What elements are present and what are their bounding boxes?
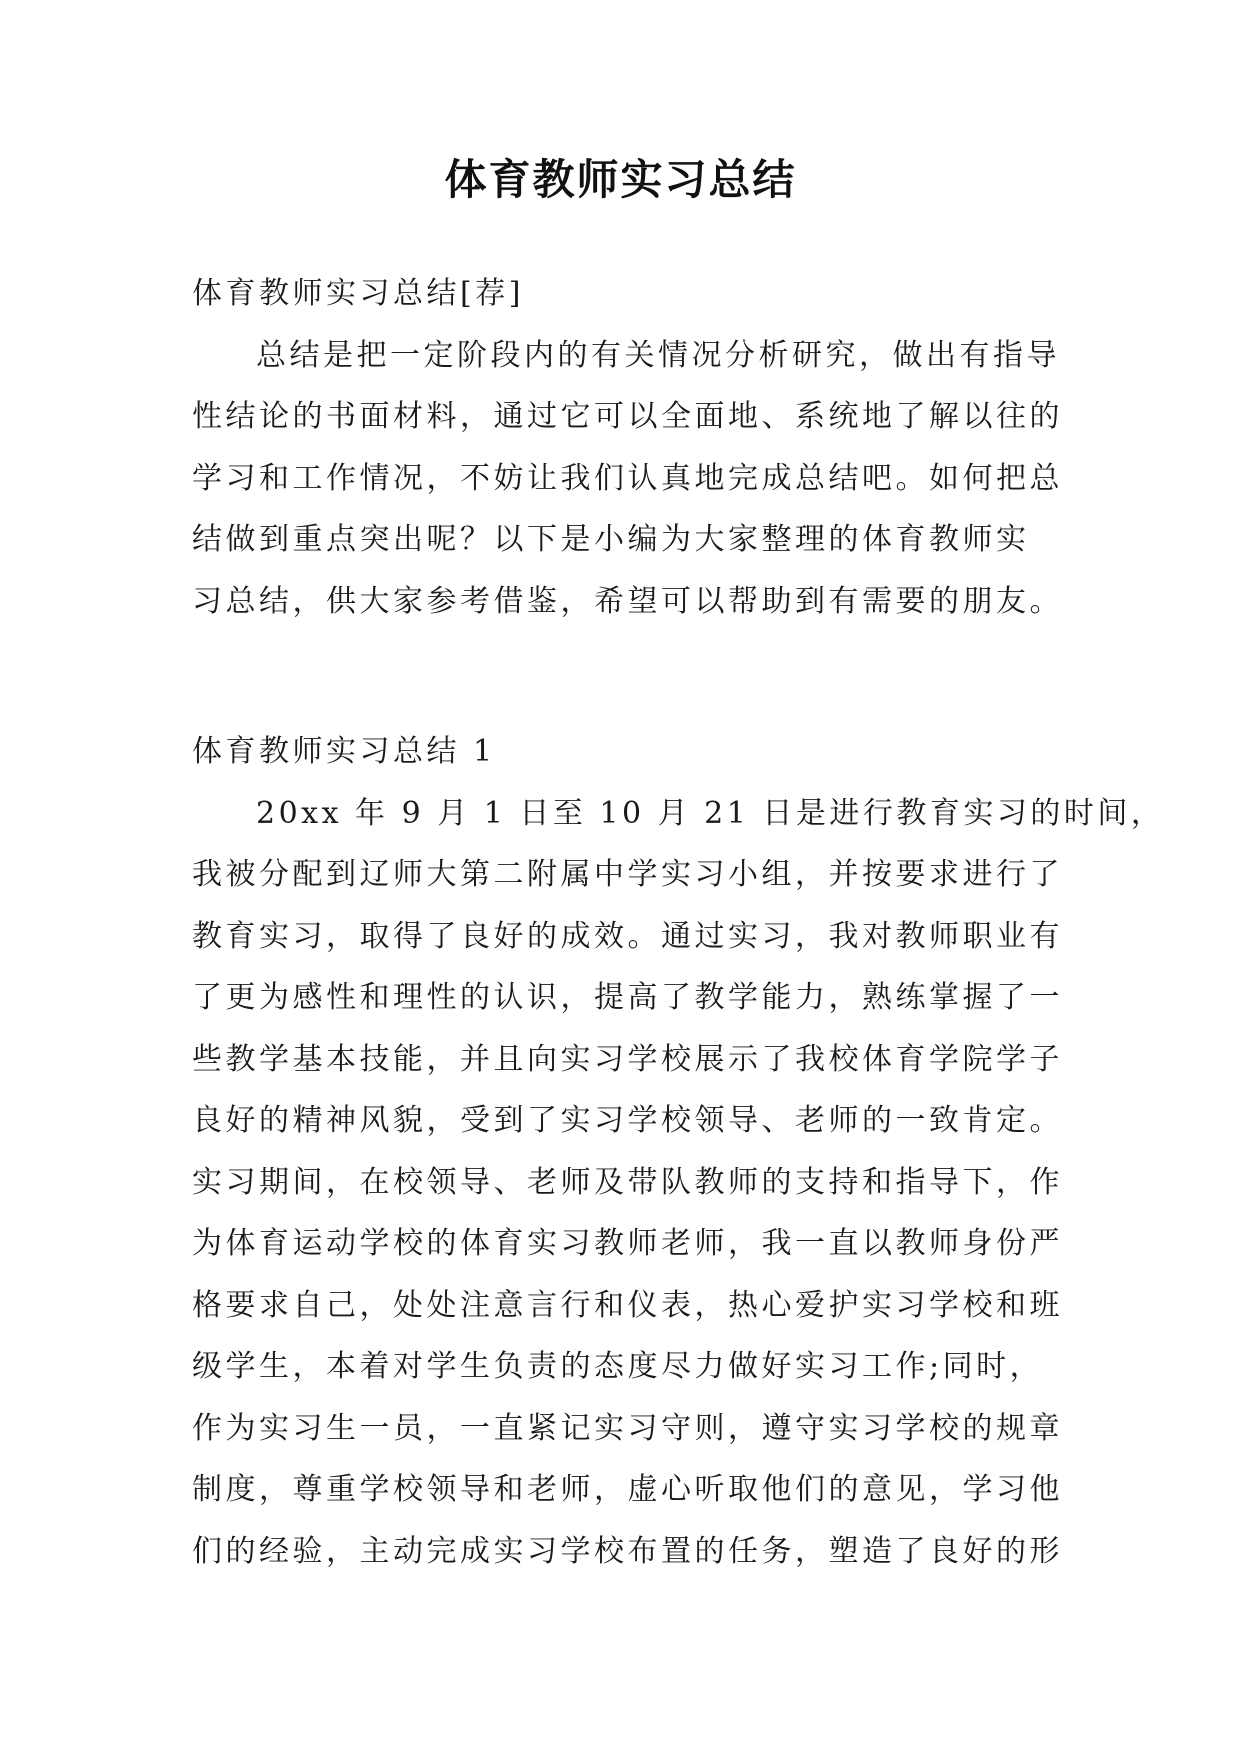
section-paragraph-line: 级学生，本着对学生负责的态度尽力做好实习工作;同时， [192,1349,1044,1384]
section-paragraph-line: 良好的精神风貌，受到了实习学校领导、老师的一致肯定。 [192,1103,1063,1138]
section-paragraph-line: 我被分配到辽师大第二附属中学实习小组，并按要求进行了 [192,857,1063,892]
section-paragraph-line: 些教学基本技能，并且向实习学校展示了我校体育学院学子 [192,1041,1063,1077]
intro-heading: 体育教师实习总结[荐] [192,276,524,311]
document-title: 体育教师实习总结 [444,155,797,204]
intro-paragraph-line: 学习和工作情况，不妨让我们认真地完成总结吧。如何把总 [192,460,1063,496]
section-paragraph-line: 格要求自己，处处注意言行和仪表，热心爱护实习学校和班 [192,1287,1063,1323]
section-paragraph-line: 20xx 年 9 月 1 日至 10 月 21 日是进行教育实习的时间， [256,795,1165,831]
document-body [192,263,1165,1582]
section-paragraph-line: 教育实习，取得了良好的成效。通过实习，我对教师职业有 [192,918,1063,954]
section-paragraph-line: 了更为感性和理性的认识，提高了教学能力，熟练掌握了一 [192,980,1063,1015]
section-paragraph-line: 们的经验，主动完成实习学校布置的任务，塑造了良好的形 [192,1533,1063,1569]
section-heading: 体育教师实习总结 1 [192,734,496,769]
section-spacer [192,632,1052,721]
section-paragraph-line: 为体育运动学校的体育实习教师老师，我一直以教师身份严 [192,1226,1063,1261]
section-paragraph-line: 实习期间，在校领导、老师及带队教师的支持和指导下，作 [192,1164,1063,1200]
intro-paragraph-line: 结做到重点突出呢？以下是小编为大家整理的体育教师实 [192,522,1030,557]
section-paragraph-line: 作为实习生一员，一直紧记实习守则，遵守实习学校的规章 [192,1410,1063,1446]
intro-paragraph-line: 总结是把一定阶段内的有关情况分析研究，做出有指导 [256,337,1060,373]
section-paragraph-line: 制度，尊重学校领导和老师，虚心听取他们的意见，学习他 [192,1472,1063,1507]
intro-paragraph-line: 性结论的书面材料，通过它可以全面地、系统地了解以往的 [192,399,1063,434]
intro-paragraph-line: 习总结，供大家参考借鉴，希望可以帮助到有需要的朋友。 [192,583,1063,619]
